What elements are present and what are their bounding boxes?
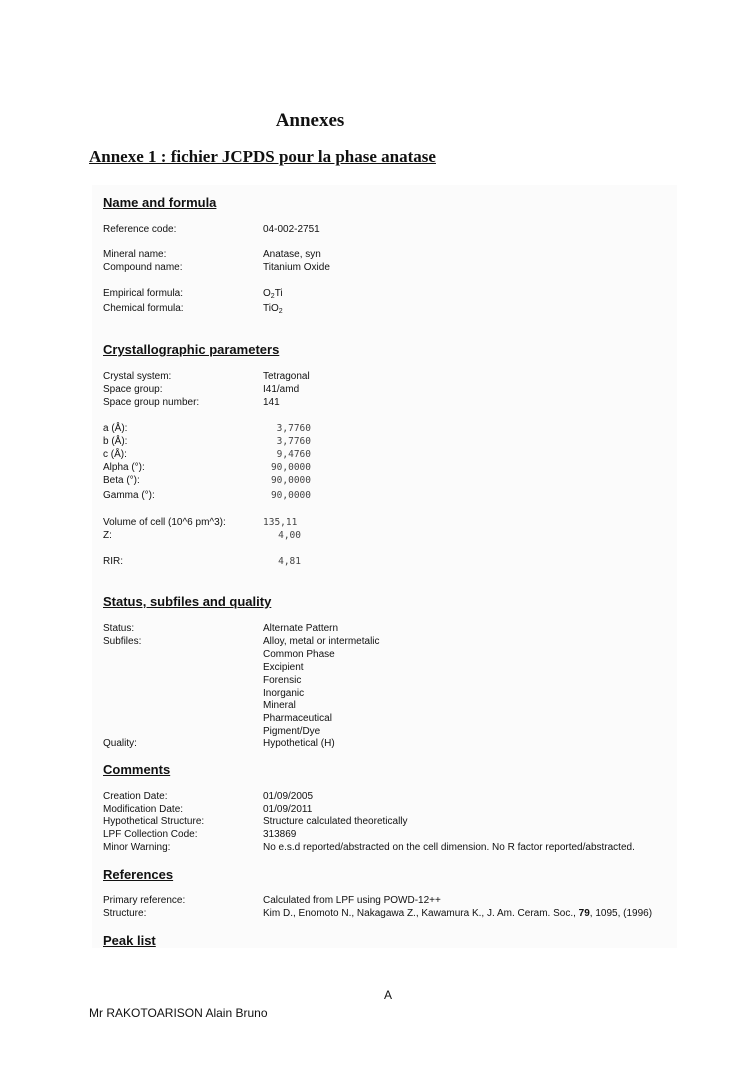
label: Volume of cell (10^6 pm^3): [103, 517, 226, 528]
value: Calculated from LPF using POWD-12++ [263, 895, 441, 906]
reference-volume: 79 [578, 908, 590, 919]
value: 3,7760 [276, 436, 311, 447]
label: b (Å): [103, 436, 128, 447]
section-title-references: References [103, 867, 174, 882]
formula-part: O [263, 288, 271, 299]
document-title: Annexes [275, 110, 345, 131]
label: Mineral name: [103, 249, 167, 260]
label: Structure: [103, 908, 147, 919]
label: Minor Warning: [103, 842, 171, 853]
value: Inorganic [263, 688, 305, 699]
label: LPF Collection Code: [103, 829, 198, 840]
footer-author: Mr RAKOTOARISON Alain Bruno [89, 1006, 268, 1020]
formula-subscript: 2 [278, 308, 283, 315]
annex-heading: Annexe 1 : fichier JCPDS pour la phase anatase [89, 147, 436, 166]
label: Z: [103, 530, 112, 541]
label: Hypothetical Structure: [103, 816, 205, 827]
label: Alpha (°): [103, 462, 145, 473]
value: 4,81 [278, 556, 301, 567]
jcpds-report [92, 185, 677, 948]
section-title-crystallographic: Crystallographic parameters [103, 342, 280, 357]
value: 9,4760 [276, 449, 311, 460]
value: 90,0000 [270, 475, 311, 486]
label: Quality: [103, 738, 137, 749]
section-title-status: Status, subfiles and quality [103, 594, 272, 609]
value: Pharmaceutical [263, 713, 332, 724]
section-title-name-formula: Name and formula [103, 195, 217, 210]
value: 01/09/2011 [263, 804, 313, 815]
value: Forensic [263, 675, 302, 686]
value: Alternate Pattern [263, 623, 339, 634]
value: 4,00 [278, 530, 301, 541]
label: Space group number: [103, 397, 200, 408]
formula-part: Ti [274, 288, 283, 299]
label: Primary reference: [103, 895, 186, 906]
value: Titanium Oxide [263, 262, 330, 273]
label: Gamma (°): [103, 490, 155, 501]
value: Excipient [263, 662, 304, 673]
label: a (Å): [103, 423, 128, 434]
label: Subfiles: [103, 636, 142, 647]
value [263, 302, 283, 318]
label: Status: [103, 623, 135, 634]
page-number: A [384, 988, 393, 1002]
value: 01/09/2005 [263, 791, 314, 802]
label: Beta (°): [103, 475, 140, 486]
label: Space group: [103, 384, 163, 395]
value: Alloy, metal or intermetalic [263, 636, 380, 647]
value: Pigment/Dye [263, 726, 321, 737]
value: I41/amd [263, 384, 300, 395]
label: c (Å): [103, 449, 127, 460]
label: Chemical formula: [103, 303, 184, 314]
value: Common Phase [263, 649, 335, 660]
value: 90,0000 [270, 462, 311, 473]
formula-part: TiO [263, 303, 279, 314]
value: Hypothetical (H) [263, 738, 335, 749]
label: RIR: [103, 556, 123, 567]
label: Creation Date: [103, 791, 168, 802]
section-title-peak-list: Peak list [103, 933, 156, 948]
label: Modification Date: [103, 804, 184, 815]
value: 04-002-2751 [263, 224, 320, 235]
value: 3,7760 [276, 423, 311, 434]
value [263, 907, 652, 920]
value: Mineral [263, 700, 296, 711]
value: 141 [263, 397, 280, 408]
value: Structure calculated theoretically [263, 816, 408, 827]
label: Reference code: [103, 224, 177, 235]
value: 135,11 [263, 517, 298, 528]
value: 90,0000 [270, 490, 311, 501]
value: Tetragonal [263, 371, 310, 382]
label: Empirical formula: [103, 288, 184, 299]
value [263, 287, 283, 303]
value: Anatase, syn [263, 249, 321, 260]
value: 313869 [263, 829, 297, 840]
formula-subscript: 2 [270, 293, 275, 300]
value: No e.s.d reported/abstracted on the cell dimension. No R factor reported/abstracted. [263, 842, 635, 853]
label: Compound name: [103, 262, 183, 273]
reference-text: Kim D., Enomoto N., Nakagawa Z., Kawamura K., J. Am. Ceram. Soc., [263, 908, 579, 919]
reference-text: , 1095, (1996) [589, 908, 653, 919]
section-title-comments: Comments [103, 762, 171, 777]
label: Crystal system: [103, 371, 172, 382]
